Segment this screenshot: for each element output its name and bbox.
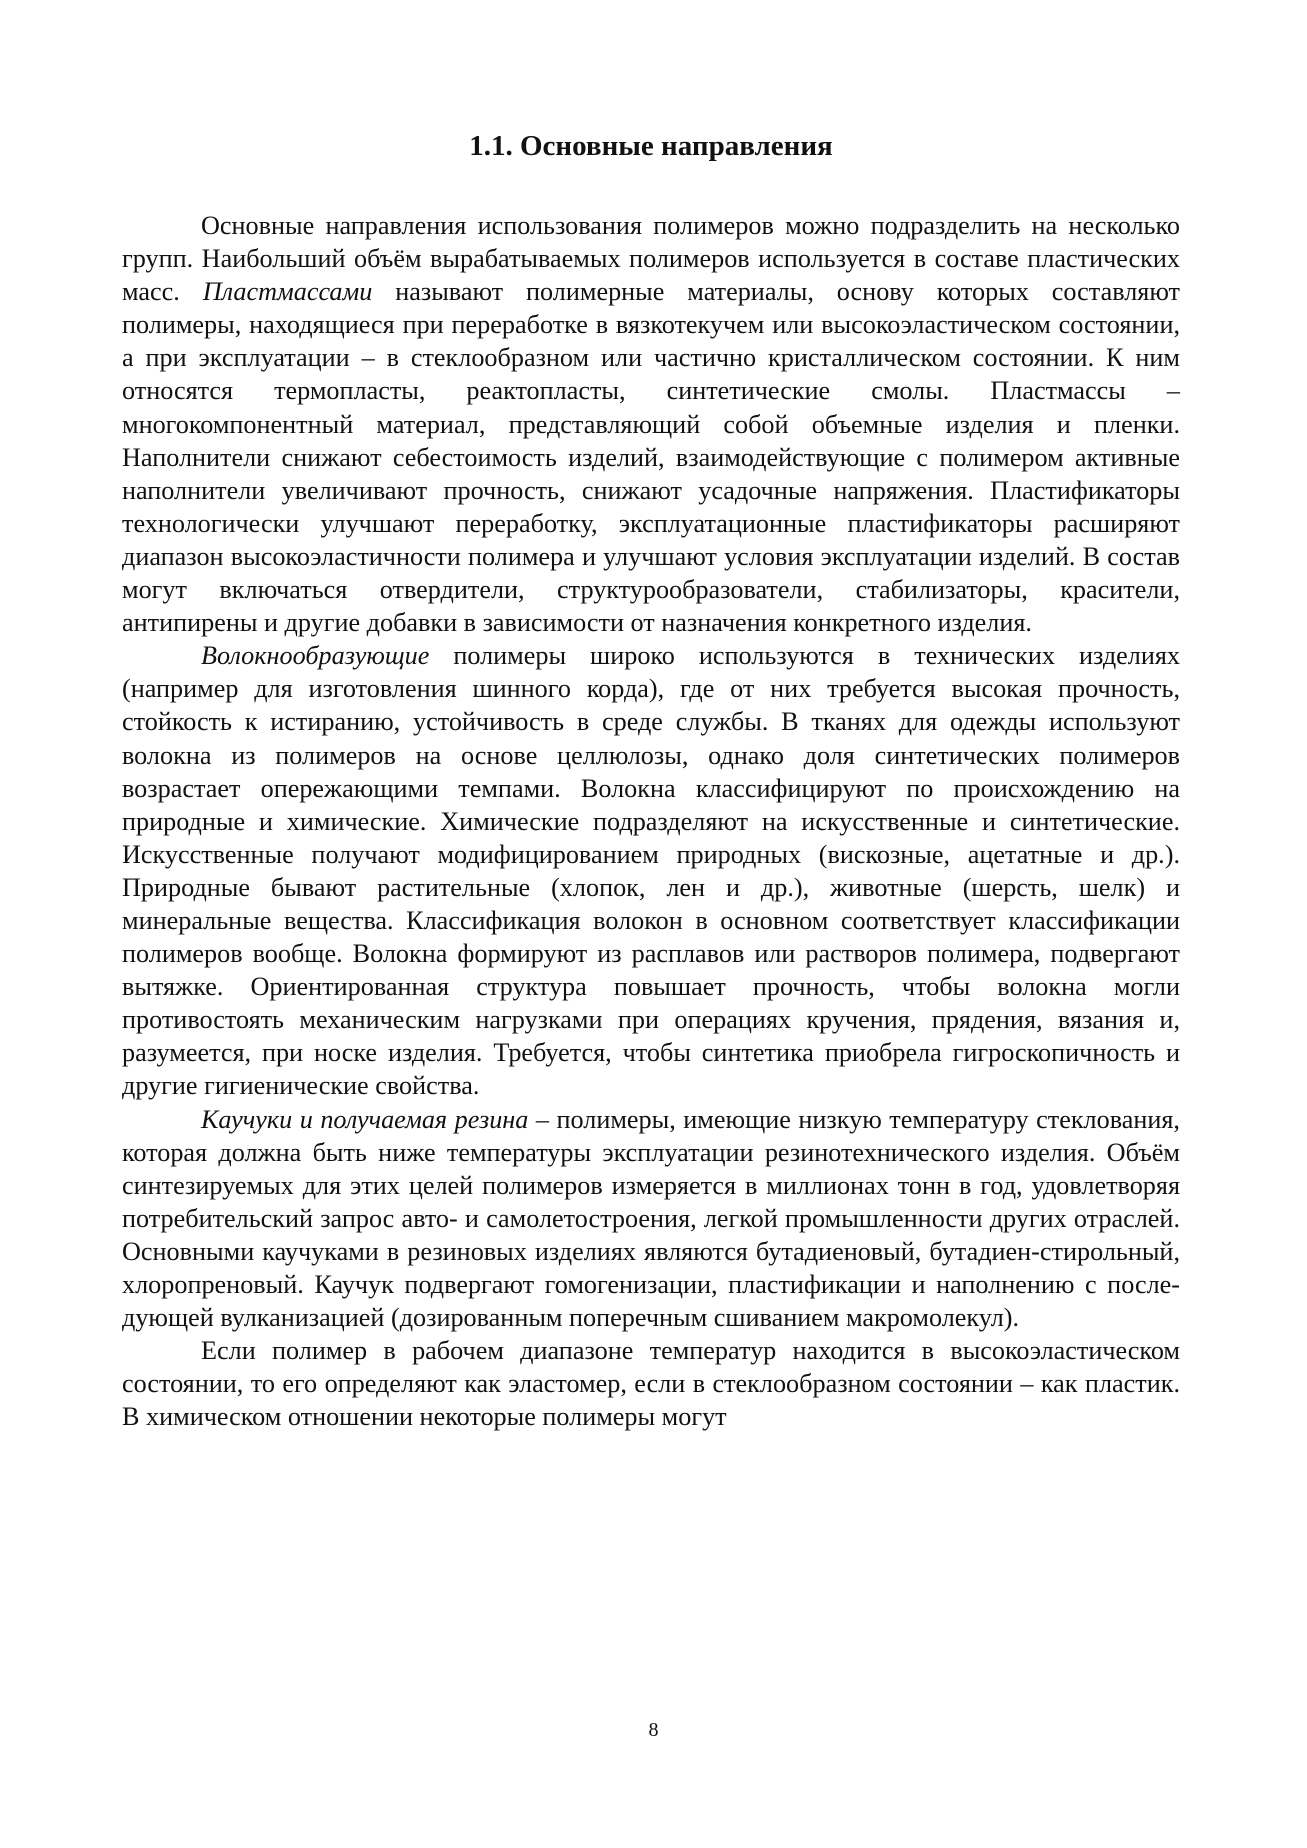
paragraph-text: называют полимерные материалы, основу которых составляют полимеры, находящиеся при переработке в вязкотекучем или высокоэластическом состоянии, а при эксплуатации – в стеклообразном или частично кристаллическом состоянии. К ним относятся термопласты, реактопласты, синтетические смолы. Пластмассы – многокомпонентный материал, представляющий собой объемные изделия и пленки. Наполнители снижают себестоимость изделий, взаимодействующие с полимером активные наполнители увеличивают прочность, снижают усадочные напряжения. Пластификаторы технологически улучшают переработку, эксплуатационные пластификаторы расширяют диапазон высокоэластичности полимера и улучшают условия эксплуатации изделий. В состав могут включаться отвердители, структурообразователи, стабилизаторы, красители, антипирены и другие добавки в зависимости от назначения конкретного изделия. [122, 277, 1180, 638]
paragraph-text: Основные направления использования полимеров можно подразделить на несколько групп. Наибольший объём вырабатываемых полимеров используется в составе пластических масс. [122, 211, 1180, 307]
emphasis-term: Пластмассами [202, 277, 373, 307]
body-text [122, 209, 1180, 1433]
emphasis-term: Каучуки и получаемая резина [201, 1104, 529, 1134]
paragraph-plastics [122, 209, 1180, 639]
paragraph-text: полимеры широко используются в технических изделиях (например для изготовления шинного корда), где от них требуется высокая прочность, стойкость к истиранию, устойчивость в среде службы. В тканях для одежды используют волокна из полимеров на основе целлюлозы, однако доля синтетических полимеров возрастает опережающими темпами. Волокна классифицируют по происхождению на природные и химические. Химические подразделяют на искусственные и синтетические. Искусственные получают модифицированием природных (вискозные, ацетатные и др.). Природные бывают растительные (хлопок, лен и др.), животные (шерсть, шелк) и минеральные вещества. Классификация волокон в основном соответствует классификации полимеров вообще. Волокна формируют из расплавов или растворов полимера, подвергают вытяжке. Ориентированная структура повышает прочность, чтобы волокна могли противостоять механическим нагрузками при операциях кручения, прядения, вязания и, разумеется, при носке изделия. Требуется, чтобы синтетика приобрела гигроскопичность и другие гигиенические свойства. [122, 641, 1180, 1101]
paragraph-rubbers [122, 1103, 1180, 1335]
paragraph-text: – полимеры, имеющие низкую температуру стеклования, которая должна быть ниже температуры эксплуатации резинотехнического изделия. Объём синтезируемых для этих целей полимеров измеряется в миллионах тонн в год, удовлетворяя потребительский запрос авто- и самолетостроения, легкой промышленности других отраслей. Основными каучуками в резиновых изделиях являются бутадиеновый, бутадиен-стирольный, хлоропреновый. Каучук подвергают гомогенизации, пластификации и наполнению с последующей вулканизацией (дозированным поперечным сшиванием макромолекул). [122, 1104, 1180, 1333]
page-number: 8 [648, 1719, 659, 1741]
paragraph-fibers [122, 639, 1180, 1102]
paragraph-elastomers [122, 1334, 1180, 1433]
section-heading: 1.1. Основные направления [469, 130, 833, 162]
emphasis-term: Волокнообразующие [201, 641, 430, 671]
paragraph-text: Если полимер в рабочем диапазоне температур находится в высокоэластическом состоянии, то его определяют как эластомер, если в стеклообразном состоянии – как пластик. В химическом отношении некоторые полимеры могут [122, 1336, 1180, 1432]
